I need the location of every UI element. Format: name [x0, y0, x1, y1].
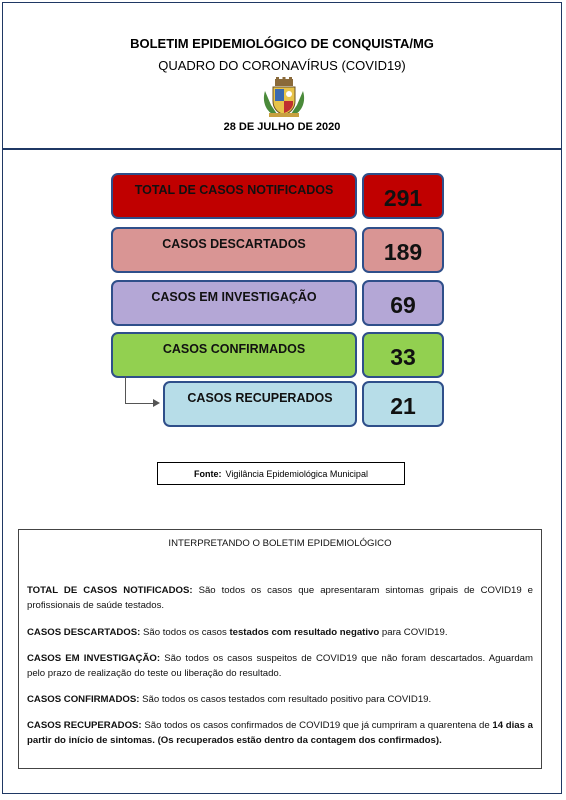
- definition-emphasis: 14 dias a partir do início de sintomas. (Os recuperados estão dentro da contagem dos confirmados).: [27, 720, 533, 746]
- value-discarded: [362, 227, 444, 273]
- definition-confirmed: [27, 693, 533, 708]
- arrow-right-icon: [153, 399, 160, 407]
- card-value: 189: [383, 238, 423, 265]
- connector-line: [125, 403, 155, 404]
- bulletin-date: 28 DE JULHO DE 2020: [223, 121, 341, 133]
- term-investigation: CASOS EM INVESTIGAÇÃO:: [27, 653, 161, 664]
- definition-recovered: [27, 719, 533, 748]
- bulletin-title: BOLETIM EPIDEMIOLÓGICO DE CONQUISTA/MG: [130, 36, 434, 51]
- term-recovered: CASOS RECUPERADOS:: [27, 720, 142, 731]
- term-discarded: CASOS DESCARTADOS:: [27, 627, 141, 638]
- card-value: 291: [383, 184, 423, 211]
- value-confirmed: [362, 332, 444, 378]
- definition-text: São todos os casos que apresentaram sintomas gripais de COVID19 e profissionais de saúde testados.: [27, 585, 533, 611]
- definition-text: São todos os casos: [143, 627, 227, 638]
- definition-text: São todos os casos suspeitos de COVID19 que não foram descartados. Aguardam pelo prazo de realização do teste ou liberação do resultado.: [27, 653, 534, 679]
- bulletin-header: [2, 2, 562, 150]
- term-confirmed: CASOS CONFIRMADOS:: [27, 694, 140, 705]
- value-investigation: [362, 280, 444, 326]
- definition-text: São todos os casos testados com resultado positivo para COVID19.: [142, 694, 432, 705]
- definition-discarded: [27, 626, 533, 641]
- value-recovered: [362, 381, 444, 427]
- interpretation-box: [18, 529, 542, 769]
- definition-text: São todos os casos confirmados de COVID19 que já cumpriram a quarentena de: [144, 720, 490, 731]
- municipal-crest-icon: [261, 77, 307, 119]
- definition-emphasis: testados com resultado negativo: [229, 627, 380, 638]
- card-value: 21: [390, 392, 416, 419]
- source-text: Vigilância Epidemiológica Municipal: [225, 468, 368, 479]
- card-label: CASOS CONFIRMADOS: [162, 342, 306, 356]
- card-investigation: [111, 280, 357, 326]
- card-label: TOTAL DE CASOS NOTIFICADOS: [134, 183, 334, 197]
- term-notified: TOTAL DE CASOS NOTIFICADOS:: [27, 585, 193, 596]
- interpretation-title: INTERPRETANDO O BOLETIM EPIDEMIOLÓGICO: [168, 538, 392, 549]
- connector-line: [125, 376, 126, 404]
- card-discarded: [111, 227, 357, 273]
- bulletin-subtitle: QUADRO DO CORONAVÍRUS (COVID19): [158, 58, 406, 73]
- definition-text: para COVID19.: [381, 627, 448, 638]
- card-total-notified: [111, 173, 357, 219]
- card-label: CASOS RECUPERADOS: [187, 391, 333, 405]
- source-label: Fonte:: [194, 468, 222, 479]
- definition-notified: [27, 584, 533, 613]
- card-value: 69: [390, 291, 416, 318]
- card-recovered: [163, 381, 357, 427]
- definition-investigation: [27, 652, 533, 681]
- card-confirmed: [111, 332, 357, 378]
- value-total-notified: [362, 173, 444, 219]
- source-box: [157, 462, 405, 485]
- card-label: CASOS DESCARTADOS: [162, 237, 306, 251]
- card-value: 33: [390, 343, 416, 370]
- card-label: CASOS EM INVESTIGAÇÃO: [151, 290, 317, 304]
